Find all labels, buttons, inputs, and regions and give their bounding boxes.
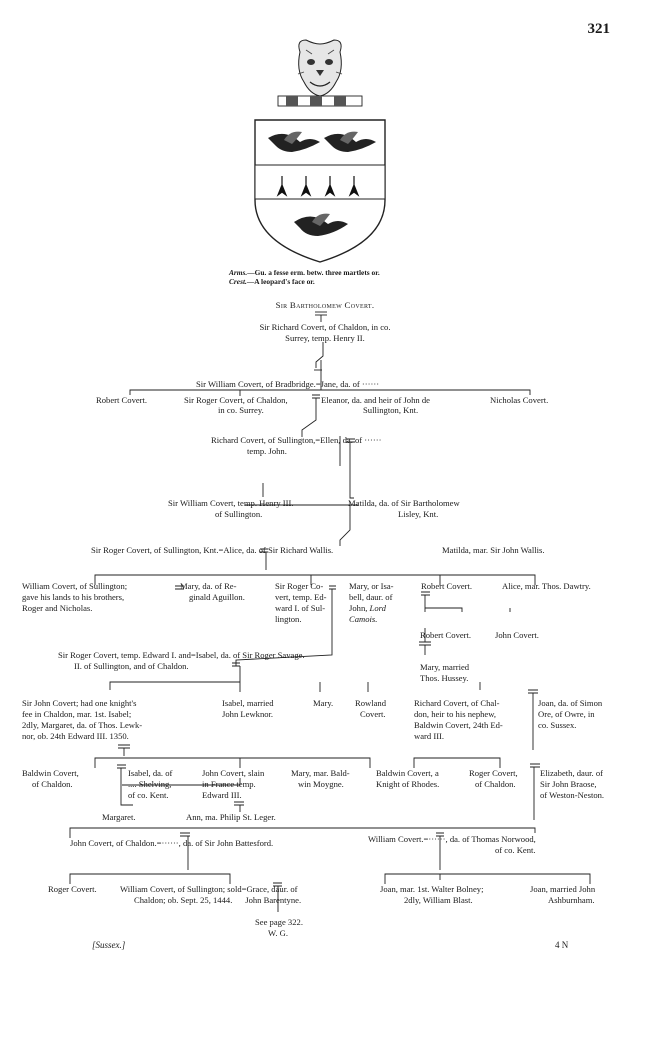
nicholas-covert: Nicholas Covert. [490,395,549,405]
elizabeth-braose-3: of Weston-Neston. [540,790,605,800]
mary-g10: Mary. [313,698,334,708]
footer-county: [Sussex.] [92,940,126,950]
matilda-wallis: Matilda, mar. Sir John Wallis. [442,545,545,555]
crest-label: Crest. [229,277,247,286]
elizabeth-braose-1: Elizabeth, daur. of [540,768,603,778]
joan-bolney-1: Joan, mar. 1st. Walter Bolney; [380,884,484,894]
isabel-shelving-2: .... Shelving, [128,779,172,789]
eleanor-1: Eleanor, da. and heir of John de [321,395,430,405]
sir-john-covert-2: fee in Chaldon, mar. 1st. Isabel; [22,709,132,719]
sir-roger-co-2: vert, temp. Ed- [275,592,327,602]
sir-roger-covert-edward-1: Sir Roger Covert, temp. Edward I. and=Isabel, da. of Sir Roger Savage. [58,650,305,660]
sir-william-covert-henry3-2: of Sullington. [215,509,263,519]
sir-richard-covert-line2: Surrey, temp. Henry II. [285,333,365,343]
mary-moygne-1: Mary, mar. Bald- [291,768,350,778]
richard-covert-sullington-1: Richard Covert, of Sullington,=Ellen, da. of ······ [211,435,382,445]
richard-covert-chaldon-3: Baldwin Covert, 24th Ed- [414,720,503,730]
see-page-reference: See page 322. [255,917,303,927]
mary-isabell-4: Camois. [349,614,378,624]
sir-roger-covert-chaldon-2: in co. Surrey. [218,405,264,415]
matilda-lisley-1: Matilda, da. of Sir Bartholomew [348,498,460,508]
sir-roger-co-3: ward I. of Sul- [275,603,326,613]
john-covert-slain-2: in France temp. [202,779,256,789]
baldwin-covert-2: of Chaldon. [32,779,73,789]
joan-ore-2: Ore, of Owre, in [538,709,595,719]
isabel-shelving-1: Isabel, da. of [128,768,173,778]
rowland-covert-2: Covert. [360,709,386,719]
sir-richard-covert-line1: Sir Richard Covert, of Chaldon, in co. [259,322,391,332]
sir-john-covert-3: 2dly, Margaret, da. of Thos. Lewk- [22,720,143,730]
richard-covert-sullington-2: temp. John. [247,446,287,456]
joan-ore-1: Joan, da. of Simon [538,698,603,708]
isabel-lewknor-1: Isabel, married [222,698,274,708]
isabel-lewknor-2: John Lewknor. [222,709,274,719]
footer-signature: 4 N [555,940,569,950]
richard-covert-chaldon-1: Richard Covert, of Chal- [414,698,500,708]
isabel-shelving-3: of co. Kent. [128,790,169,800]
william-covert-sold-1: William Covert, of Sullington; sold=Grace, daur. of [120,884,298,894]
richard-covert-chaldon-2: don, heir to his nephew, [414,709,497,719]
sir-bartholomew-covert: Sir Bartholomew Covert. [275,300,375,310]
alice-dawtry: Alice, mar. Thos. Dawtry. [502,581,591,591]
richard-covert-chaldon-4: ward III. [414,731,445,741]
sir-william-covert-henry3-1: Sir William Covert, temp. Henry III. [168,498,294,508]
baldwin-covert-1: Baldwin Covert, [22,768,79,778]
sir-roger-covert-sullington: Sir Roger Covert, of Sullington, Knt.=Alice, da. of Sir Richard Wallis. [91,545,334,555]
mary-isabell-lord: Lord [369,603,386,613]
sir-john-covert-1: Sir John Covert; had one knight's [22,698,137,708]
arms-text: —Gu. a fesse erm. betw. three martlets or. [247,268,380,277]
mary-isabell-3 [349,603,386,614]
mary-aguillon-2: ginald Aguillon. [189,592,245,602]
arms-label: Arms. [229,268,248,277]
sir-roger-co-4: lington. [275,614,302,624]
roger-covert-chaldon-1: Roger Covert, [469,768,518,778]
john-covert-son: John Covert. [495,630,539,640]
roger-covert-chaldon-2: of Chaldon. [475,779,516,789]
john-covert-slain-3: Edward III. [202,790,242,800]
mary-isabell-2: bell, daur. of [349,592,393,602]
rowland-covert-1: Rowland [355,698,387,708]
sir-roger-covert-chaldon-1: Sir Roger Covert, of Chaldon, [184,395,288,405]
william-covert-sold-2: Chaldon; ob. Sept. 25, 1444. John Barentyne. [134,895,302,905]
mary-hussey-1: Mary, married [420,662,470,672]
mary-aguillon-1: Mary, da. of Re- [180,581,237,591]
robert-covert-g8: Robert Covert. [421,581,473,591]
robert-covert-son: Robert Covert. [420,630,472,640]
mary-isabell-1: Mary, or Isa- [349,581,394,591]
sir-john-covert-4: nor, ob. 24th Edward III. 1350. [22,731,129,741]
mary-moygne-2: win Moygne. [298,779,344,789]
robert-covert-g4: Robert Covert. [96,395,148,405]
joan-ore-3: co. Sussex. [538,720,577,730]
elizabeth-braose-2: Sir John Braose, [540,779,597,789]
john-covert-slain-1: John Covert, slain [202,768,265,778]
william-covert-sullington-1: William Covert, of Sullington; [22,581,128,591]
roger-covert-g13: Roger Covert. [48,884,97,894]
joan-ashburnham-1: Joan, married John [530,884,596,894]
ann-st-leger: Ann, ma. Philip St. Leger. [186,812,276,822]
baldwin-covert-rhodes-2: Knight of Rhodes. [376,779,440,789]
william-covert-sullington-2: gave his lands to his brothers, [22,592,125,602]
sir-roger-covert-edward-2: II. of Sullington, and of Chaldon. [74,661,189,671]
william-covert-sullington-3: Roger and Nicholas. [22,603,93,613]
william-covert-g12-b: of co. Kent. [495,845,536,855]
sir-roger-co-1: Sir Roger Co- [275,581,324,591]
sir-william-covert-bradbridge: Sir William Covert, of Bradbridge.=Jane, da. of ······ [196,379,380,389]
crest-text: —A leopard's face or. [246,277,315,286]
william-covert-g12: William Covert.=······, da. of Thomas Norwood, [368,834,536,844]
margaret: Margaret. [102,812,136,822]
editor-initials: W. G. [268,928,288,938]
mary-isabell-john: John, [349,603,368,613]
baldwin-covert-rhodes-1: Baldwin Covert, a [376,768,439,778]
joan-bolney-2: 2dly, William Blast. [404,895,473,905]
mary-hussey-2: Thos. Hussey. [420,673,469,683]
eleanor-2: Sullington, Knt. [363,405,419,415]
matilda-lisley-2: Lisley, Knt. [398,509,439,519]
joan-ashburnham-2: Ashburnham. [548,895,595,905]
john-covert-chaldon-g12: John Covert, of Chaldon.=······, da. of Sir John Battesford. [70,838,274,848]
page-number: 321 [587,21,610,37]
